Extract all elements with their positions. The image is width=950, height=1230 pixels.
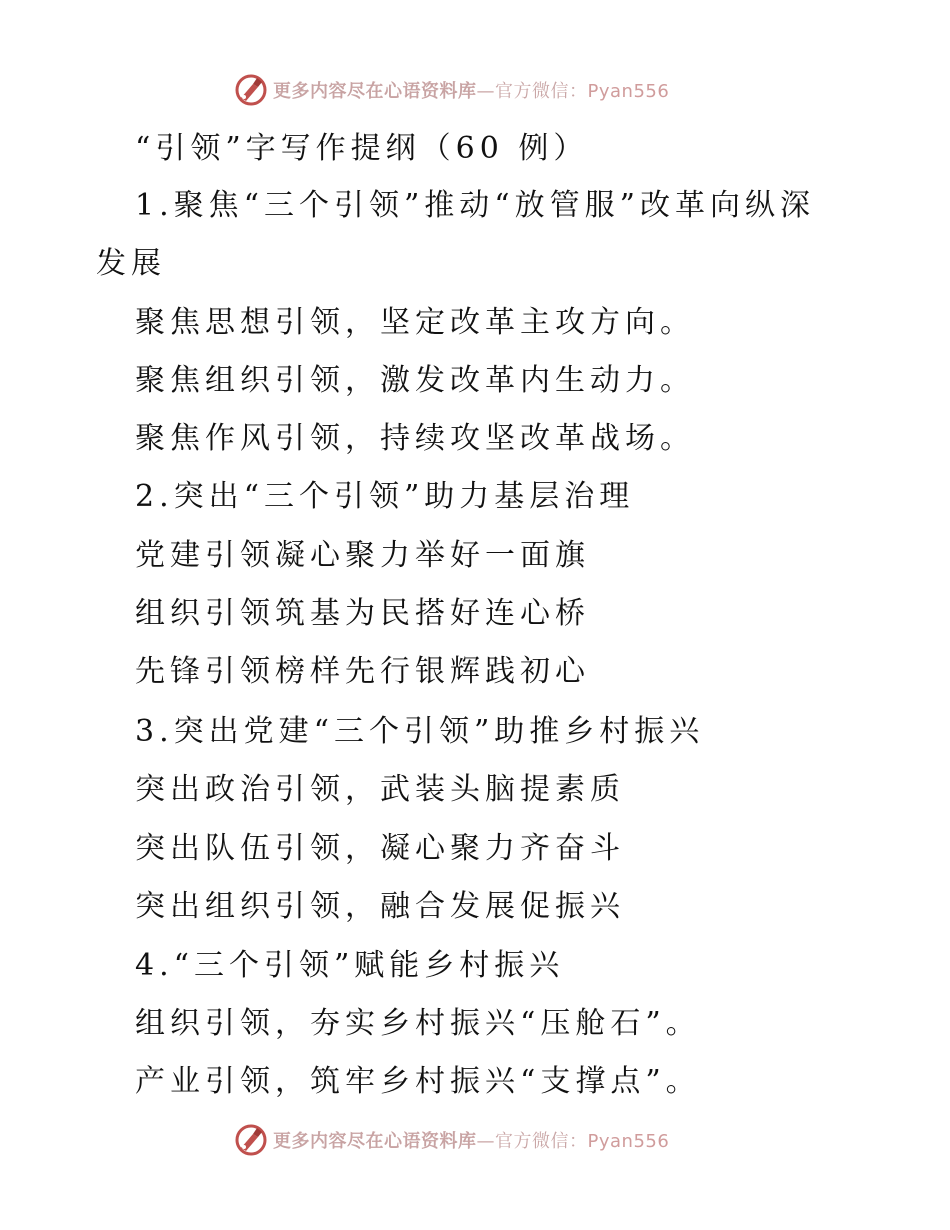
watermark-footer [233,1122,669,1158]
text-line: 聚焦思想引领，坚定改革主攻方向。 [135,305,695,340]
text-line: 聚焦组织引领，激发改革内生动力。 [135,363,695,398]
heading-1-continued: 发展 [96,246,166,281]
text-line: 组织引领筑基为民搭好连心桥 [135,596,590,631]
heading-4: 4.“三个引领”赋能乡村振兴 [135,948,565,983]
text-line: 组织引领，夯实乡村振兴“压舱石”。 [135,1006,701,1041]
pen-logo-icon [233,72,269,108]
heading-1: 1.聚焦“三个引领”推动“放管服”改革向纵深 [135,188,815,223]
text-line: 产业引领，筑牢乡村振兴“支撑点”。 [135,1064,701,1099]
watermark-text: 更多内容尽在心语资料库—官方微信：Pyan556 [273,1131,670,1152]
text-line: 突出政治引领，武装头脑提素质 [135,772,625,807]
text-line: 党建引领凝心聚力举好一面旗 [135,538,590,573]
watermark-header [233,72,669,108]
heading-2: 2.突出“三个引领”助力基层治理 [135,479,635,514]
text-line: 突出队伍引领，凝心聚力齐奋斗 [135,831,625,866]
watermark-text: 更多内容尽在心语资料库—官方微信：Pyan556 [273,81,670,102]
heading-3: 3.突出党建“三个引领”助推乡村振兴 [135,714,705,749]
pen-logo-icon [233,1122,269,1158]
document-title: “引领”字写作提纲（60 例） [135,131,589,166]
text-line: 突出组织引领，融合发展促振兴 [135,889,625,924]
text-line: 先锋引领榜样先行银辉践初心 [135,654,590,689]
text-line: 聚焦作风引领，持续攻坚改革战场。 [135,421,695,456]
